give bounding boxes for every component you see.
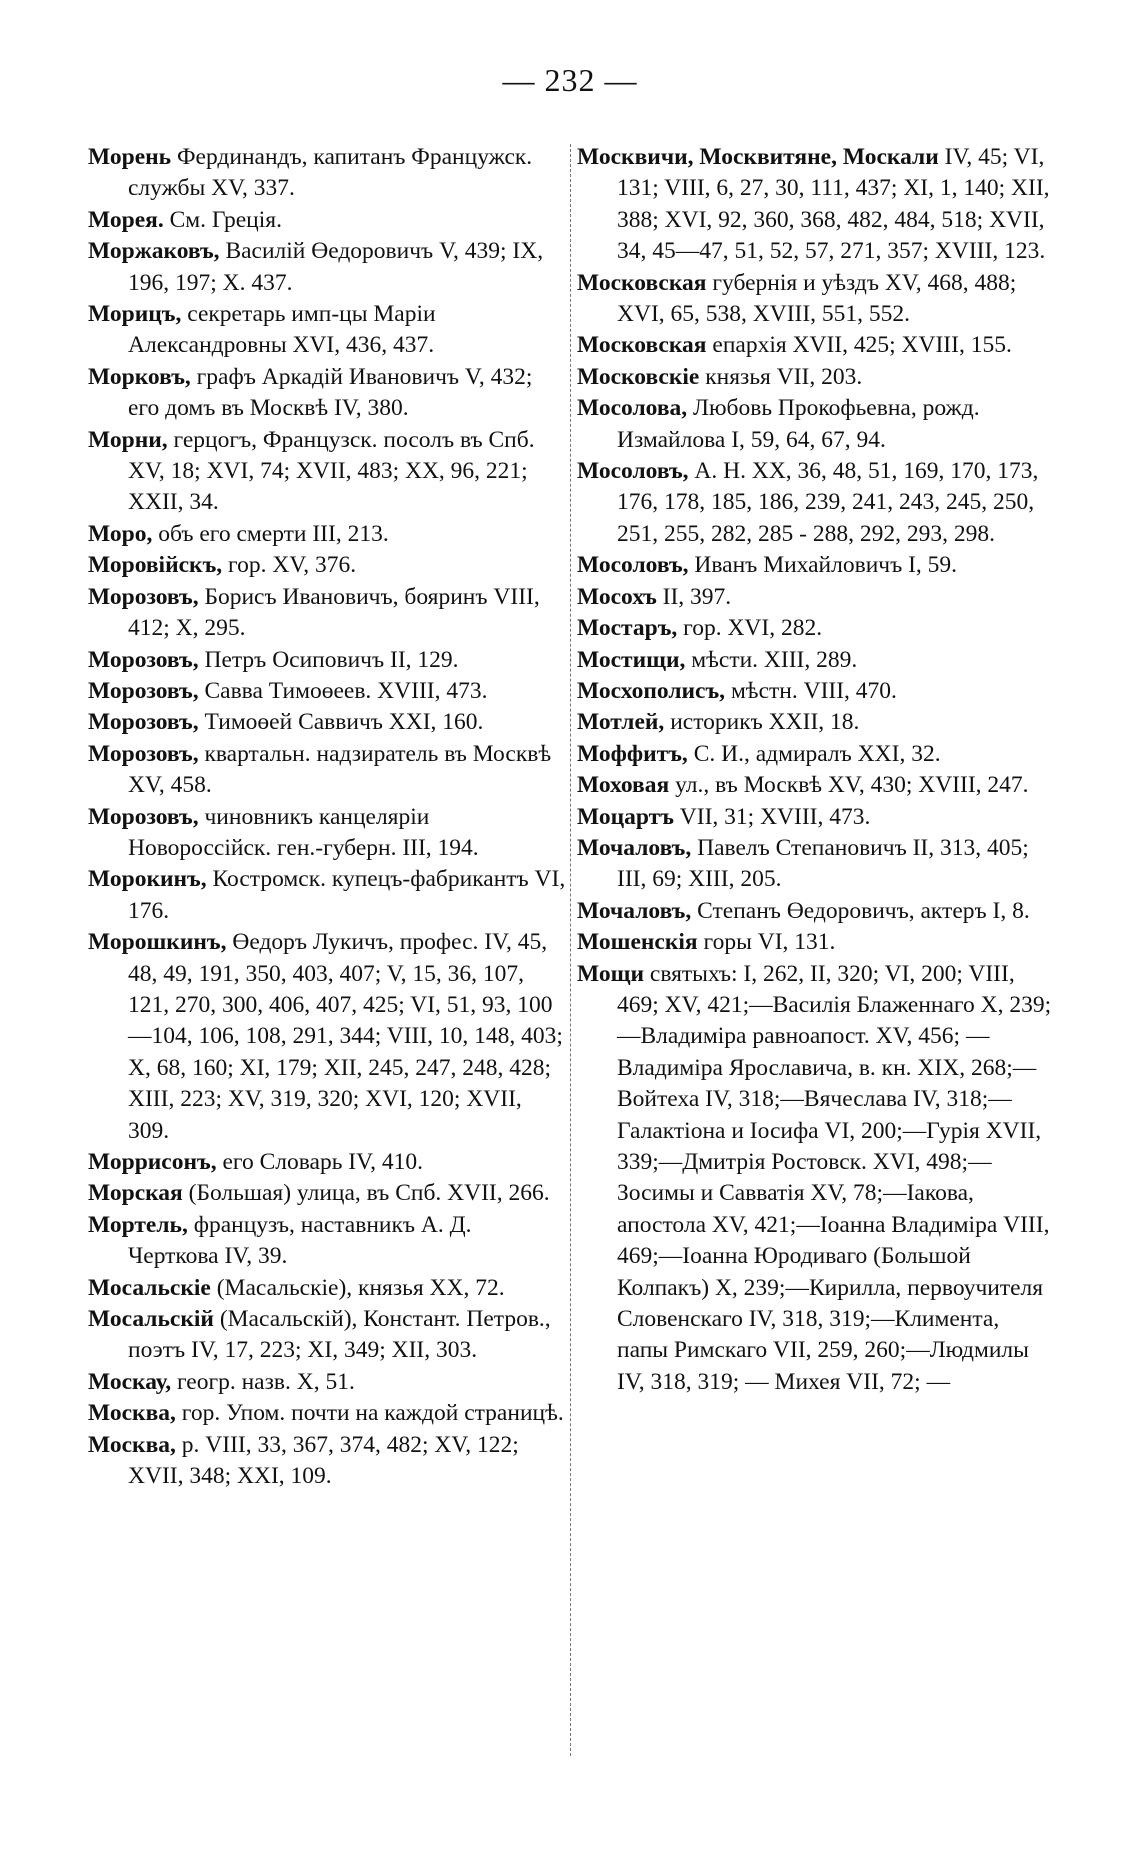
index-entry — [577, 362, 1055, 393]
index-entry — [577, 613, 1055, 644]
entry-references: Өедоръ Лукичъ, профес. IV, 45, 48, 49, 191, 350, 403, 407; V, 15, 36, 107, 121, 270, 300, 406, 407, 425; VI, 51, 93, 100—104, 106, 108, 291, 344; VIII, 10, 148, 403; X, 68, 160; XI, 179; XII, 245, 247, 248, 428; XIII, 223; XV, 319, 320; XVI, 120; XVII, 309. — [128, 929, 563, 1144]
entry-headword: Мостищи, — [577, 646, 686, 673]
entry-headword: Москау, — [88, 1368, 172, 1395]
entry-headword: Морошкинъ, — [88, 929, 227, 956]
entry-headword: Мостаръ, — [577, 615, 678, 642]
index-entry — [88, 582, 568, 645]
entry-headword: Мосальскiе — [88, 1274, 211, 1301]
entry-headword: Москвичи, Москвитяне, Москали — [577, 144, 939, 170]
entry-references: гор. XVI, 282. — [677, 615, 823, 642]
index-entry — [577, 707, 1055, 738]
index-entry — [577, 268, 1055, 331]
index-entry — [577, 959, 1055, 1399]
entry-headword: Морозовъ, — [88, 583, 199, 610]
entry-headword: Мотлей, — [577, 709, 665, 736]
entry-references: (Масальскiй), Констант. Петров., поэтъ IV, 17, 223; XI, 349; XII, 303. — [128, 1306, 551, 1364]
entry-headword: Моржаковъ, — [88, 238, 220, 265]
entry-references: квартальн. надзиратель въ Москвѣ XV, 458. — [128, 740, 552, 799]
entry-references: Фердинандъ, капитанъ Францужск. службы XV, 337. — [128, 144, 533, 202]
index-entry — [88, 425, 568, 519]
entry-headword: Морея. — [88, 206, 164, 233]
index-entry — [88, 142, 568, 205]
entry-headword: Моррисонъ, — [88, 1149, 217, 1175]
entry-references: святыхъ: I, 262, II, 320; VI, 200; VIII, 469; XV, 421;—Василiя Блаженнаго X, 239;—Владимiра равноапост. XV, 456; — Владимiра Ярославича, в. кн. XIX, 268;—Войтеха IV, 318;—Вячеслава IV, 318;—Галактiона и Iосифа VI, 200;—Гурiя XVII, 339;—Дмитрiя Ростовск. XVI, 498;—Зосимы и Савватiя XV, 78;—Iакова, апостола XV, 421;—Iоанна Владимiра VIII, 469;—Iоанна Юродиваго (Большой Колпакъ) X, 239;—Кирилла, первоучителя Словенскаго IV, 318, 319;—Климента, папы Римскаго VII, 259, 260;—Людмилы IV, 318, 319; — Михея VII, 72; — — [617, 960, 1052, 1395]
index-entry — [577, 676, 1055, 707]
entry-references: См. Грецiя. — [163, 206, 282, 233]
entry-headword: Мочаловъ, — [577, 897, 692, 924]
entry-headword: Морни, — [88, 426, 168, 453]
entry-headword: Мосохъ — [577, 583, 657, 610]
entry-headword: Москва, — [88, 1400, 176, 1427]
entry-headword: Мощи — [577, 960, 645, 987]
index-entry — [88, 205, 568, 236]
entry-references: (Масальскiе), князья XX, 72. — [210, 1274, 505, 1301]
index-entry — [88, 1273, 568, 1304]
entry-references: герцогъ, Французск. посолъ въ Спб. XV, 18; XVI, 74; XVII, 483; XX, 96, 221; XXII, 34. — [128, 426, 535, 516]
entry-headword: Морковъ, — [88, 363, 191, 390]
entry-references: историкъ XXII, 18. — [664, 709, 860, 736]
entry-headword: Морицъ, — [88, 301, 182, 328]
index-entry — [88, 1147, 568, 1178]
entry-headword: Москва, — [88, 1431, 176, 1458]
index-entry — [88, 1178, 568, 1209]
index-entry — [88, 236, 568, 299]
index-entry — [88, 676, 568, 707]
entry-references: Василiй Өедоровичъ V, 439; IX, 196, 197; X. 437. — [128, 238, 544, 296]
index-entry — [577, 330, 1055, 361]
entry-headword: Мосоловъ, — [577, 552, 689, 579]
index-entry — [88, 362, 568, 425]
index-entry — [88, 739, 568, 802]
entry-references: гор. Упом. почти на каждой страницѣ. — [175, 1400, 564, 1427]
entry-references: Иванъ Михайловичъ I, 59. — [688, 552, 958, 579]
entry-references: его Словарь IV, 410. — [216, 1149, 423, 1175]
entry-references: Борисъ Ивановичъ, бояринъ VIII, 412; X, 295. — [128, 583, 540, 642]
entry-headword: Моффитъ, — [577, 740, 688, 767]
entry-references: князья VII, 203. — [699, 363, 863, 390]
entry-references: (Большая) улица, въ Спб. XVII, 266. — [182, 1180, 550, 1207]
entry-references: Любовь Прокофьевна, рожд. Измайлова I, 59, 64, 67, 94. — [617, 395, 980, 453]
entry-references: мѣстн. VIII, 470. — [725, 677, 897, 704]
entry-headword: Мочаловъ, — [577, 834, 692, 861]
index-entry — [88, 299, 568, 362]
index-entry — [88, 645, 568, 676]
entry-references: епархiя XVII, 425; XVIII, 155. — [706, 332, 1012, 359]
entry-headword: Морозовъ, — [88, 709, 199, 736]
entry-headword: Морозовъ, — [88, 646, 199, 673]
entry-references: р. VIII, 33, 367, 374, 482; XV, 122; XVII, 348; XXI, 109. — [128, 1431, 519, 1490]
entry-headword: Морокинъ, — [88, 866, 207, 893]
column-divider — [570, 144, 571, 1756]
entry-headword: Морозовъ, — [88, 677, 199, 704]
entry-references: французъ, наставникъ А. Д. Черткова IV, 39. — [128, 1211, 472, 1270]
entry-references: Савва Тимоөеев. XVIII, 473. — [198, 677, 488, 704]
entry-headword: Мосальскiй — [88, 1306, 214, 1333]
index-entry — [88, 927, 568, 1147]
entry-references: чиновникъ канцелярiи Новороссiйск. ген.-губерн. III, 194. — [128, 803, 479, 861]
index-entry — [577, 802, 1055, 833]
entry-headword: Мошенскiя — [577, 929, 698, 956]
entry-references: IV, 45; VI, 131; VIII, 6, 27, 30, 111, 437; XI, 1, 140; XII, 388; XVI, 92, 360, 368, 482, 484, 518; XVII, 34, 45—47, 51, 52, 57, 271, 357; XVIII, 123. — [617, 144, 1050, 265]
index-entry — [577, 582, 1055, 613]
entry-headword: Мосхополисъ, — [577, 677, 726, 704]
entry-headword: Моро, — [88, 520, 153, 547]
left-column — [88, 142, 568, 1492]
entry-references: горы VI, 131. — [697, 929, 836, 956]
entry-references: Костромск. купецъ-фабрикантъ VI, 176. — [128, 866, 566, 924]
right-column — [577, 142, 1055, 1398]
index-entry — [88, 802, 568, 865]
entry-references: ул., въ Москвѣ XV, 430; XVIII, 247. — [669, 772, 1029, 799]
index-entry — [88, 707, 568, 738]
index-entry — [88, 1430, 568, 1493]
index-entry — [577, 927, 1055, 958]
index-entry — [577, 896, 1055, 927]
index-entry — [577, 739, 1055, 770]
entry-references: Павелъ Степановичъ II, 313, 405; III, 69; XIII, 205. — [617, 834, 1029, 893]
entry-references: VII, 31; XVIII, 473. — [673, 803, 871, 830]
entry-headword: Мортель, — [88, 1211, 188, 1238]
index-entry — [88, 1304, 568, 1367]
index-entry — [88, 1367, 568, 1398]
entry-headword: Морень — [88, 144, 172, 170]
entry-headword: Московская — [577, 269, 707, 296]
entry-headword: Мосолова, — [577, 395, 688, 422]
entry-references: II, 397. — [656, 583, 732, 610]
entry-references: мѣсти. XIII, 289. — [685, 646, 858, 673]
entry-headword: Морозовъ, — [88, 740, 199, 767]
index-entry — [577, 142, 1055, 268]
entry-references: секретарь имп-цы Марiи Александровны XVI, 436, 437. — [128, 301, 436, 359]
entry-references: Петръ Осиповичъ II, 129. — [198, 646, 459, 673]
entry-references: графъ Аркадiй Ивановичъ V, 432; его домъ въ Москвѣ IV, 380. — [128, 363, 533, 422]
index-entry — [577, 550, 1055, 581]
entry-headword: Мосоловъ, — [577, 458, 689, 485]
entry-references: С. И., адмиралъ XXI, 32. — [687, 740, 941, 767]
index-entry — [88, 864, 568, 927]
entry-headword: Моховая — [577, 772, 670, 799]
index-entry — [88, 1210, 568, 1273]
index-entry — [577, 393, 1055, 456]
entry-headword: Морозовъ, — [88, 803, 199, 830]
entry-headword: Моровiйскъ, — [88, 552, 223, 579]
entry-headword: Московская — [577, 332, 707, 359]
index-entry — [577, 456, 1055, 550]
entry-references: гор. XV, 376. — [222, 552, 357, 579]
entry-references: Степанъ Өедоровичъ, актеръ I, 8. — [691, 897, 1030, 924]
entry-references: объ его смерти III, 213. — [152, 520, 389, 547]
entry-references: Тимоөей Саввичъ XXI, 160. — [198, 709, 484, 736]
page-number: — 232 — — [502, 62, 638, 98]
index-entry — [577, 833, 1055, 896]
entry-headword: Морская — [88, 1180, 183, 1207]
index-entry — [88, 550, 568, 581]
index-entry — [577, 645, 1055, 676]
entry-references: губернiя и уѣздъ XV, 468, 488; XVI, 65, 538, XVIII, 551, 552. — [617, 269, 1017, 328]
index-entry — [577, 770, 1055, 801]
entry-references: геогр. назв. X, 51. — [171, 1368, 355, 1395]
entry-headword: Моцартъ — [577, 803, 674, 830]
index-entry — [88, 519, 568, 550]
entry-headword: Московскiе — [577, 363, 700, 390]
entry-references: А. Н. XX, 36, 48, 51, 169, 170, 173, 176, 178, 185, 186, 239, 241, 243, 245, 250, 251, 255, 282, 285 - 288, 292, 293, 298. — [617, 458, 1039, 547]
index-entry — [88, 1398, 568, 1429]
